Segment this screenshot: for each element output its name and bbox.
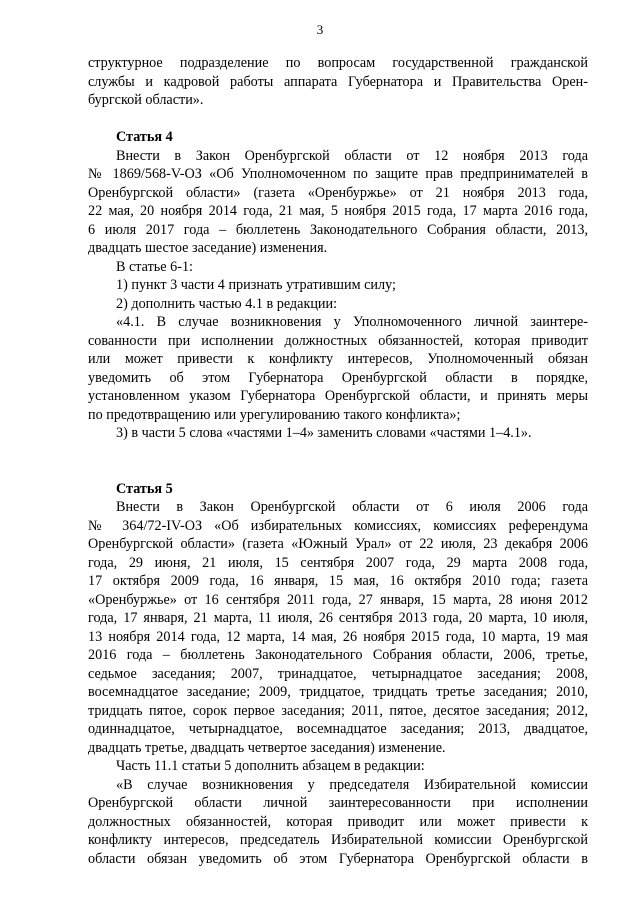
text-line: конфликту интересов, председатель Избирательной комиссии Оренбургской [88, 832, 588, 848]
text-line: В статье 6-1: [116, 258, 193, 275]
text-line: Часть 11.1 статьи 5 дополнить абзацем в редакции: [116, 758, 425, 774]
article-4-heading: Статья 4 [116, 129, 173, 145]
text-line: или может привести к конфликту интересов, Уполномоченный обязан [88, 351, 588, 367]
text-line: 17 октября 2009 года, 16 января, 15 мая, 16 октября 2010 года; газета [88, 573, 588, 589]
text-line: восемнадцатое заседание; 2009, тридцатое, тридцать третье заседания; 2010, [88, 684, 588, 700]
text-line: структурное подразделение по вопросам государственной гражданской [88, 55, 588, 71]
text-line: Оренбургской области» (газета «Оренбуржье» от 21 ноября 2013 года, [88, 184, 588, 201]
document-body [88, 54, 588, 868]
text-line: установленном указом Губернатора Оренбургской области, и принять меры [88, 388, 588, 404]
text-line: должностных обязанностей, которая приводит или может привести к [88, 813, 588, 830]
text-line: № 1869/568-V-ОЗ «Об Уполномоченном по защите прав предпринимателей в [88, 166, 588, 182]
text-line: 2016 года – бюллетень Законодательного Собрания области, 2006, третье, [88, 647, 588, 663]
text-line: службы и кадровой работы аппарата Губернатора и Правительства Орен- [88, 73, 588, 90]
text-line: 13 ноября 2014 года, 12 марта, 14 мая, 26 ноября 2015 года, 10 марта, 19 мая [88, 628, 588, 645]
text-line: 1) пункт 3 части 4 признать утратившим силу; [116, 277, 396, 293]
text-line: двадцать шестое заседание) изменения. [88, 240, 328, 256]
text-line: № 364/72-IV-ОЗ «Об избирательных комиссиях, комиссиях референдума [88, 517, 588, 534]
text-line: седьмое заседания; 2007, тринадцатое, четырнадцатое заседания; 2008, [88, 665, 588, 682]
text-line: уведомить об этом Губернатора Оренбургской области в порядке, [88, 369, 588, 386]
text-line: года, 29 июня, 21 июля, 15 сентября 2007 года, 29 марта 2008 года, [88, 554, 588, 571]
text-line: Внести в Закон Оренбургской области от 6 июля 2006 года [116, 499, 588, 515]
text-line: сованности при исполнении должностных обязанностей, которая приводит [88, 332, 588, 349]
text-line: 6 июля 2017 года – бюллетень Законодательного Собрания области, 2013, [88, 221, 588, 238]
text-line: 22 мая, 20 ноября 2014 года, 21 мая, 5 ноября 2015 года, 17 марта 2016 года, [88, 203, 588, 219]
text-line: Внести в Закон Оренбургской области от 12 ноября 2013 года [116, 147, 588, 164]
text-line: «В случае возникновения у председателя Избирательной комиссии [116, 776, 588, 793]
text-line: тридцать пятое, сорок первое заседания; 2011, пятое, десятое заседания; 2012, [88, 702, 588, 719]
text-line: по предотвращению или урегулированию такого конфликта»; [88, 406, 461, 423]
article-5-heading: Статья 5 [116, 480, 173, 497]
text-line: Оренбургской области» (газета «Южный Урал» от 22 июля, 23 декабря 2006 [88, 536, 588, 552]
text-line: одиннадцатое, четырнадцатое, восемнадцатое заседания; 2013, двадцатое, [88, 721, 588, 737]
text-line: 2) дополнить частью 4.1 в редакции: [116, 295, 338, 312]
text-line: Оренбургской области личной заинтересованности при исполнении [88, 795, 588, 811]
text-line: 3) в части 5 слова «частями 1–4» заменить словами «частями 1–4.1». [116, 425, 532, 441]
page-number: 3 [316, 22, 324, 37]
text-line: бургской области». [88, 92, 204, 108]
text-line: года, 17 января, 21 марта, 11 июля, 26 сентября 2013 года, 20 марта, 10 июля, [88, 610, 588, 626]
text-line: области обязан уведомить об этом Губернатора Оренбургской области в [88, 850, 588, 867]
text-line: «4.1. В случае возникновения у Уполномоченного личной заинтере- [116, 314, 588, 330]
text-line: двадцать третье, двадцать четвертое заседания) изменение. [88, 739, 446, 756]
text-line: «Оренбуржье» от 16 сентября 2011 года, 27 января, 15 марта, 28 июня 2012 [88, 591, 588, 608]
